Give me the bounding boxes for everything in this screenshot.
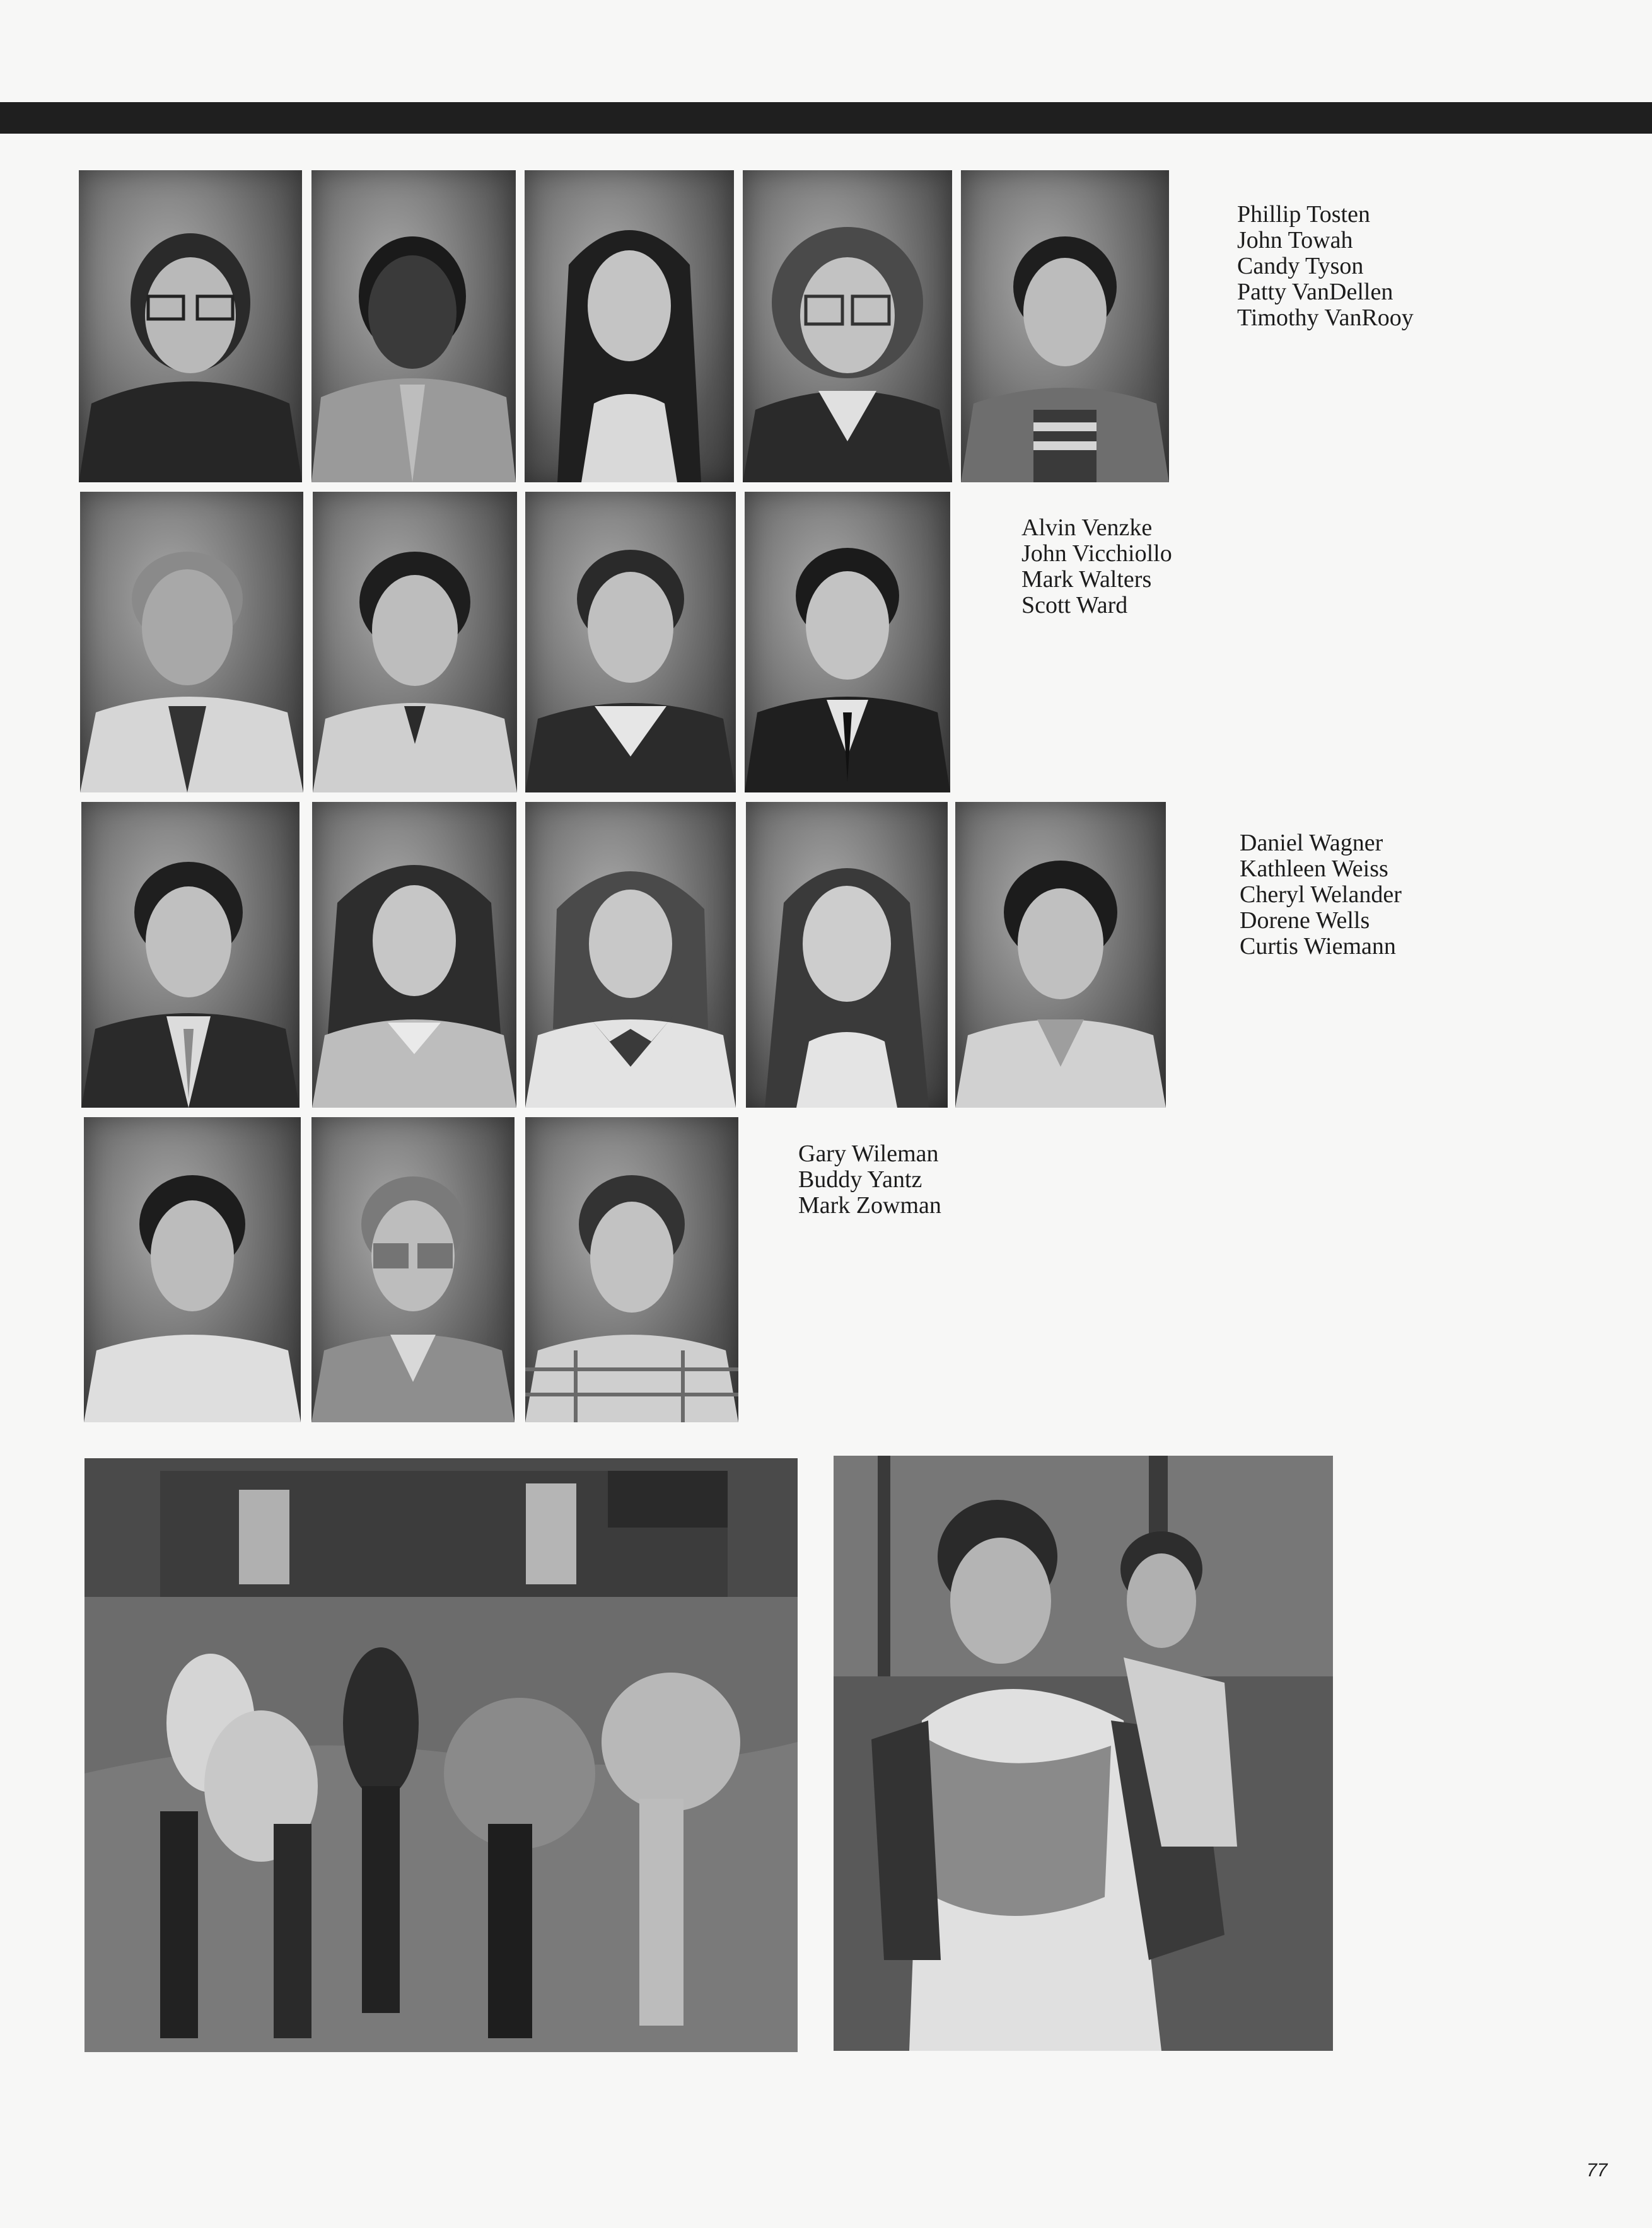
name-cheryl-welander: Cheryl Welander bbox=[1240, 881, 1402, 908]
name-buddy-yantz: Buddy Yantz bbox=[798, 1166, 922, 1193]
portrait-mark-walters bbox=[525, 492, 736, 792]
name-mark-walters: Mark Walters bbox=[1021, 566, 1152, 593]
name-scott-ward: Scott Ward bbox=[1021, 592, 1128, 618]
name-curtis-wiemann: Curtis Wiemann bbox=[1240, 933, 1396, 960]
names-group-1 bbox=[1237, 202, 1414, 331]
portrait-kathleen-weiss bbox=[312, 802, 516, 1108]
name-timothy-vanrooy: Timothy VanRooy bbox=[1237, 305, 1414, 331]
portrait-buddy-yantz bbox=[311, 1117, 515, 1422]
name-mark-zowman: Mark Zowman bbox=[798, 1192, 941, 1219]
portrait-john-vicchiollo bbox=[313, 492, 517, 792]
portrait-daniel-wagner bbox=[81, 802, 300, 1108]
name-kathleen-weiss: Kathleen Weiss bbox=[1240, 856, 1388, 882]
names-group-3 bbox=[1240, 830, 1402, 960]
name-john-vicchiollo: John Vicchiollo bbox=[1021, 540, 1172, 567]
portrait-gary-wileman bbox=[84, 1117, 301, 1422]
portrait-phillip-tosten bbox=[79, 170, 302, 482]
portrait-mark-zowman bbox=[525, 1117, 738, 1422]
portrait-cheryl-welander bbox=[525, 802, 736, 1108]
portrait-alvin-venzke bbox=[80, 492, 303, 792]
portrait-dorene-wells bbox=[746, 802, 948, 1108]
name-alvin-venzke: Alvin Venzke bbox=[1021, 514, 1153, 541]
name-gary-wileman: Gary Wileman bbox=[798, 1140, 939, 1167]
candid-photo-muddy-players bbox=[834, 1456, 1333, 2051]
name-phillip-tosten: Phillip Tosten bbox=[1237, 201, 1370, 228]
name-john-towah: John Towah bbox=[1237, 227, 1353, 253]
name-patty-vandellen: Patty VanDellen bbox=[1237, 279, 1393, 305]
names-group-2 bbox=[1021, 515, 1172, 618]
header-rule bbox=[0, 102, 1652, 134]
portrait-scott-ward bbox=[745, 492, 950, 792]
portrait-patty-vandellen bbox=[743, 170, 952, 482]
portrait-timothy-vanrooy bbox=[961, 170, 1169, 482]
portrait-curtis-wiemann bbox=[955, 802, 1166, 1108]
name-dorene-wells: Dorene Wells bbox=[1240, 907, 1370, 934]
name-candy-tyson: Candy Tyson bbox=[1237, 253, 1364, 279]
portrait-john-towah bbox=[311, 170, 516, 482]
candid-photo-football-huddle bbox=[84, 1458, 798, 2052]
names-group-4 bbox=[798, 1141, 941, 1219]
name-daniel-wagner: Daniel Wagner bbox=[1240, 830, 1383, 856]
page-number: 77 bbox=[1586, 2160, 1608, 2181]
portrait-candy-tyson bbox=[525, 170, 734, 482]
